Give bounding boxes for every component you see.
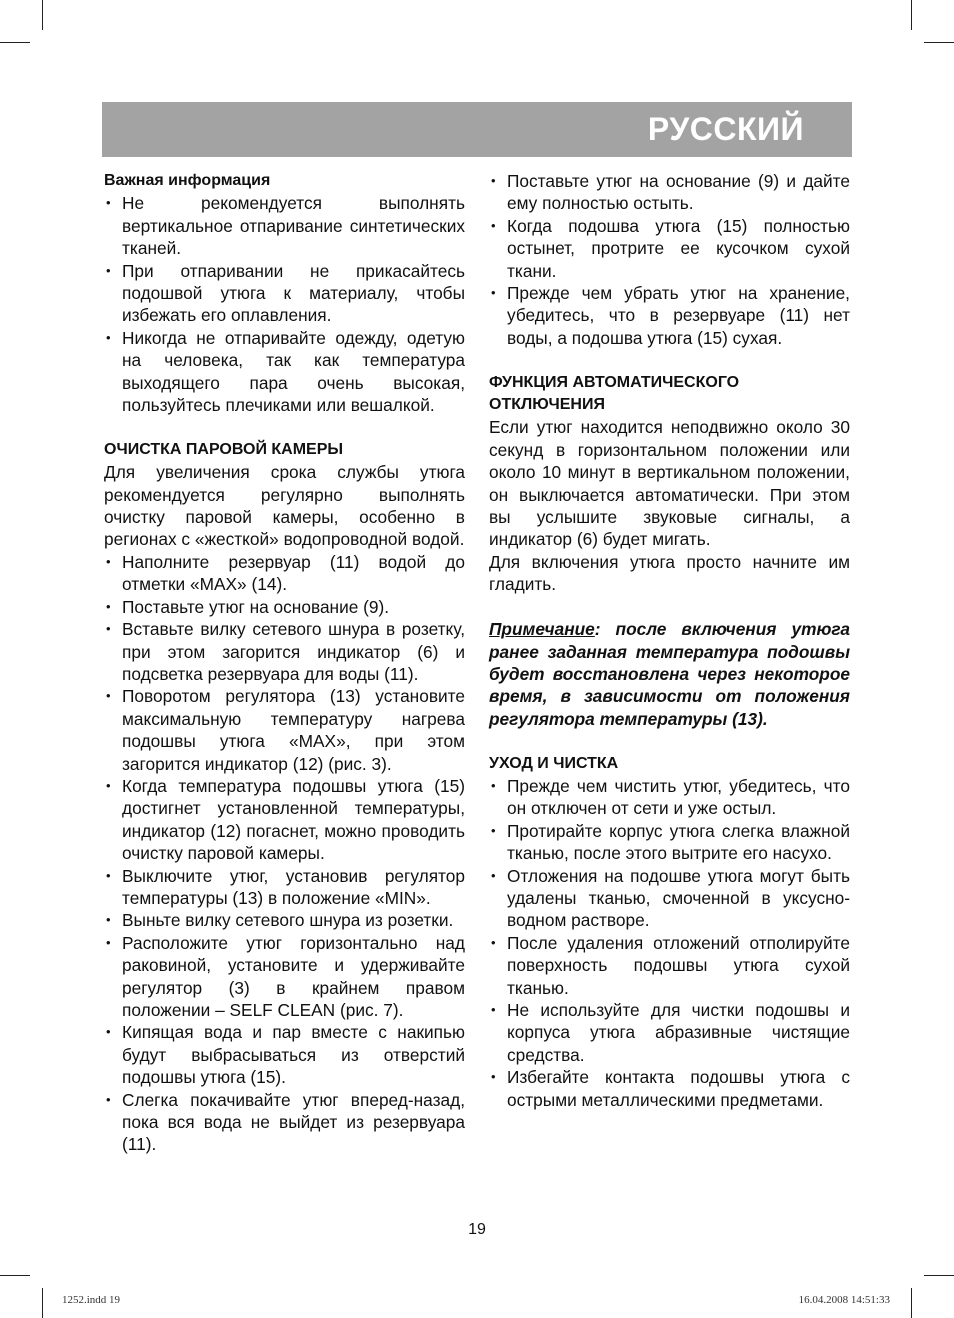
list-item: • Поставьте утюг на основание (9). xyxy=(104,596,465,618)
note-label: Примечание xyxy=(489,619,595,640)
crop-mark xyxy=(924,42,954,43)
list-item: • При отпаривании не прикасайтесь подошвой утюга к материалу, чтобы избежать его оплавления. xyxy=(104,260,465,327)
crop-mark xyxy=(42,0,43,30)
crop-mark xyxy=(0,42,30,43)
footer-file-info: 1252.indd 19 xyxy=(62,1294,121,1306)
list-item: • Выньте вилку сетевого шнура из розетки. xyxy=(104,909,465,931)
list-item: • Поворотом регулятора (13) установите максимальную температуру нагрева подошвы утюга «MAX», при этом загорится индикатор (12) (рис. 3). xyxy=(104,685,465,775)
list-item: • Никогда не отпаривайте одежду, одетую на человека, так как температура выходящего пара очень высокая, пользуйтесь плечиками или вешалкой. xyxy=(104,327,465,417)
list-item: • Слегка покачивайте утюг вперед-назад, пока вся вода не выйдет из резервуара (11). xyxy=(104,1089,465,1156)
auto-off-paragraph-2: Для включения утюга просто начните им гладить. xyxy=(489,551,850,595)
important-info-list xyxy=(104,192,465,416)
right-column xyxy=(489,170,850,1111)
footer-datetime: 16.04.2008 14:51:33 xyxy=(798,1294,890,1306)
steam-chamber-cleaning-heading: ОЧИСТКА ПАРОВОЙ КАМЕРЫ xyxy=(104,440,344,458)
language-title: РУССКИЙ xyxy=(647,111,804,147)
note-text: : после включения утюга ранее заданная температура подошвы будет восстановлена через некоторое время, в зависимости от положения регулятора температуры (13). xyxy=(489,619,850,729)
list-item: • Прежде чем убрать утюг на хранение, убедитесь, что в резервуаре (11) нет воды, а подошва утюга (15) сухая. xyxy=(489,282,850,349)
list-item: • Отложения на подошве утюга могут быть удалены тканью, смоченной в уксусно-водном растворе. xyxy=(489,865,850,932)
list-item: • Прежде чем чистить утюг, убедитесь, что он отключен от сети и уже остыл. xyxy=(489,775,850,820)
list-item: • После удаления отложений отполируйте поверхность подошвы утюга сухой тканью. xyxy=(489,932,850,999)
list-item: • Не используйте для чистки подошвы и корпуса утюга абразивные чистящие средства. xyxy=(489,999,850,1066)
list-item: • Не рекомендуется выполнять вертикальное отпаривание синтетических тканей. xyxy=(104,192,465,259)
care-list xyxy=(489,775,850,1111)
list-item: • Когда подошва утюга (15) полностью остынет, протрите ее кусочком сухой ткани. xyxy=(489,215,850,282)
care-cleaning-heading: УХОД И ЧИСТКА xyxy=(489,754,619,772)
language-header-bar xyxy=(102,102,852,157)
list-item: • Вставьте вилку сетевого шнура в розетку, при этом загорится индикатор (6) и подсветка резервуара для воды (11). xyxy=(104,618,465,685)
auto-off-heading-line1: ФУНКЦИЯ АВТОМАТИЧЕСКОГО xyxy=(489,373,740,391)
list-item: • Кипящая вода и пар вместе с накипью будут выбрасываться из отверстий подошвы утюга (15). xyxy=(104,1021,465,1088)
crop-mark xyxy=(42,1288,43,1318)
crop-mark xyxy=(0,1275,30,1276)
cleaning-steps-list xyxy=(104,551,465,1156)
crop-mark xyxy=(911,0,912,30)
list-item: • Выключите утюг, установив регулятор температуры (13) в положение «MIN». xyxy=(104,865,465,910)
auto-off-heading-line2: ОТКЛЮЧЕНИЯ xyxy=(489,396,605,414)
important-info-heading: Важная информация xyxy=(104,172,271,189)
cleaning-intro: Для увеличения срока службы утюга рекомендуется регулярно выполнять очистку паровой камеры, особенно в регионах с «жесткой» водопроводной водой. xyxy=(104,462,465,550)
auto-off-paragraph: Если утюг находится неподвижно около 30 секунд в горизонтальном положении или около 10 минут в вертикальном положении, он выключается автоматически. При этом вы услышите звуковые сигналы, а индикатор (6) будет мигать. xyxy=(489,417,850,550)
list-item: • Расположите утюг горизонтально над раковиной, установите и удерживайте регулятор (3) в крайнем правом положении – SELF CLEAN (рис. 7). xyxy=(104,932,465,1022)
crop-mark xyxy=(911,1288,912,1318)
list-item: • Когда температура подошвы утюга (15) достигнет установленной температуры, индикатор (12) погаснет, можно проводить очистку паровой камеры. xyxy=(104,775,465,865)
list-item: • Избегайте контакта подошвы утюга с острыми металлическими предметами. xyxy=(489,1066,850,1111)
crop-mark xyxy=(924,1275,954,1276)
cleaning-steps-continued-list xyxy=(489,170,850,349)
list-item: • Протирайте корпус утюга слегка влажной тканью, после этого вытрите его насухо. xyxy=(489,820,850,865)
page-number: 19 xyxy=(468,1221,486,1238)
list-item: • Наполните резервуар (11) водой до отметки «MAX» (14). xyxy=(104,551,465,596)
list-item: • Поставьте утюг на основание (9) и дайте ему полностью остыть. xyxy=(489,170,850,215)
left-column xyxy=(104,170,465,1156)
note-paragraph xyxy=(489,618,850,730)
